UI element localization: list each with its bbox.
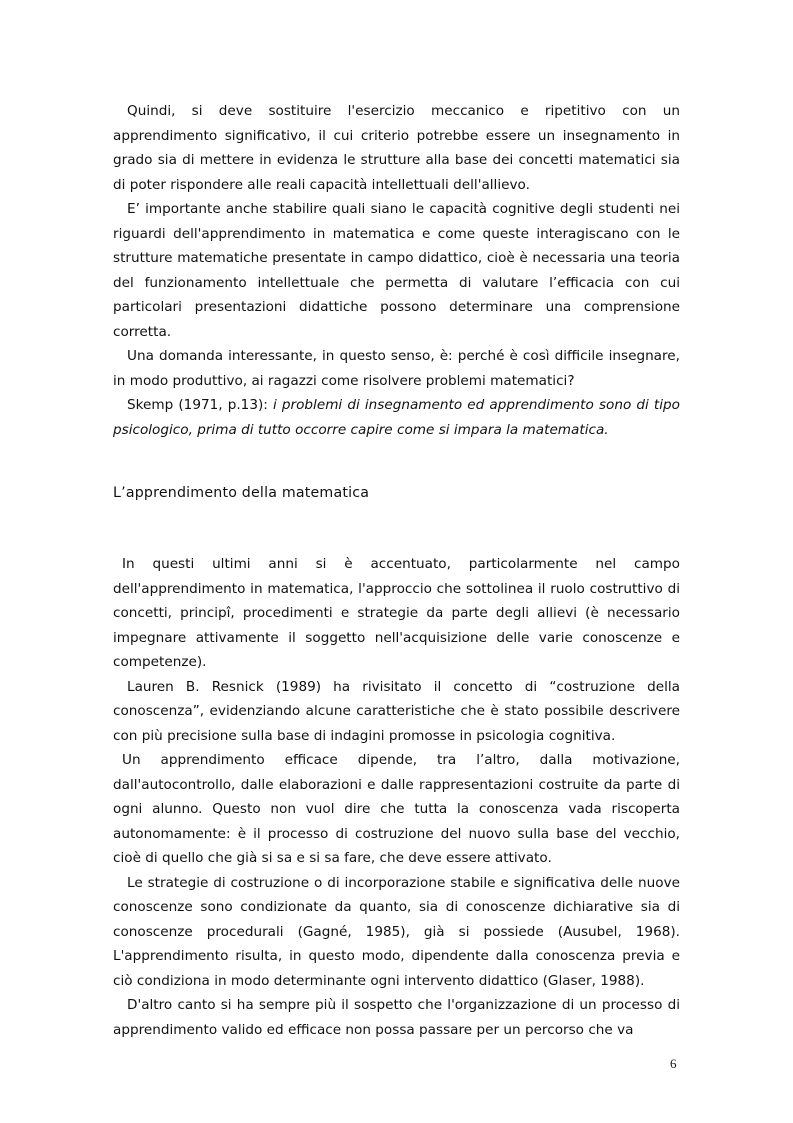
quote-text: i problemi di insegnamento ed apprendimento sono di tipo psicologico, prima di tutto occorre capire come si impara la matematica. xyxy=(113,397,680,438)
paragraph-altro-canto: D'altro canto si ha sempre più il sospetto che l'organizzazione di un processo di apprendimento valido ed efficace non possa passare per un percorso che va xyxy=(113,997,680,1038)
paragraph-skemp-quote xyxy=(113,393,680,442)
paragraph-capacita-cognitive: E’ importante anche stabilire quali siano le capacità cognitive degli studenti nei riguardi dell'apprendimento in matematica e come queste interagiscano con le strutture matematiche presentate in campo didattico, cioè è necessaria una teoria del funzionamento intellettuale che permetta di valutare l’efficacia con cui particolari presentazioni didattiche possono determinare una comprensione corretta. xyxy=(113,201,680,340)
section-heading: L’apprendimento della matematica xyxy=(113,485,370,501)
page-number: 6 xyxy=(670,1056,677,1071)
quote-citation: Skemp (1971, p.13): xyxy=(127,397,273,413)
paragraph-approccio: In questi ultimi anni si è accentuato, particolarmente nel campo dell'apprendimento in matematica, l'approccio che sottolinea il ruolo costruttivo di concetti, principî, procedimenti e strategie da parte degli allievi (è necessario impegnare attivamente il soggetto nell'acquisizione delle varie conoscenze e competenze). xyxy=(113,556,680,670)
body-section-intro xyxy=(113,99,680,442)
paragraph-meccanico: Quindi, si deve sostituire l'esercizio meccanico e ripetitivo con un apprendimento significativo, il cui criterio potrebbe essere un insegnamento in grado sia di mettere in evidenza le strutture alla base dei concetti matematici sia di poter rispondere alle reali capacità intellettuali dell'allievo. xyxy=(113,103,680,193)
paragraph-resnick: Lauren B. Resnick (1989) ha rivisitato il concetto di “costruzione della conoscenza”, evidenziando alcune caratteristiche che è stato possibile descrivere con più precisione sulla base di indagini promosse in psicologia cognitiva. xyxy=(113,678,680,744)
body-section-apprendimento xyxy=(113,552,680,1042)
paragraph-strategie: Le strategie di costruzione o di incorporazione stabile e significativa delle nuove conoscenze sono condizionate da quanto, sia di conoscenze dichiarative sia di conoscenze procedurali (Gagné, 1985), già si possiede (Ausubel, 1968). L'apprendimento risulta, in questo modo, dipendente dalla conoscenza previa e ciò condiziona in modo determinante ogni intervento didattico (Glaser, 1988). xyxy=(113,874,680,989)
paragraph-apprendimento-efficace: Un apprendimento efficace dipende, tra l’altro, dalla motivazione, dall'autocontrollo, dalle elaborazioni e dalle rappresentazioni costruite da parte di ogni alunno. Questo non vuol dire che tutta la conoscenza vada riscoperta autonomamente: è il processo di costruzione del nuovo sulla base del vecchio, cioè di quello che già si sa e si sa fare, che deve essere attivato. xyxy=(113,752,680,866)
paragraph-domanda: Una domanda interessante, in questo senso, è: perché è così difficile insegnare, in modo produttivo, ai ragazzi come risolvere problemi matematici? xyxy=(113,348,680,389)
